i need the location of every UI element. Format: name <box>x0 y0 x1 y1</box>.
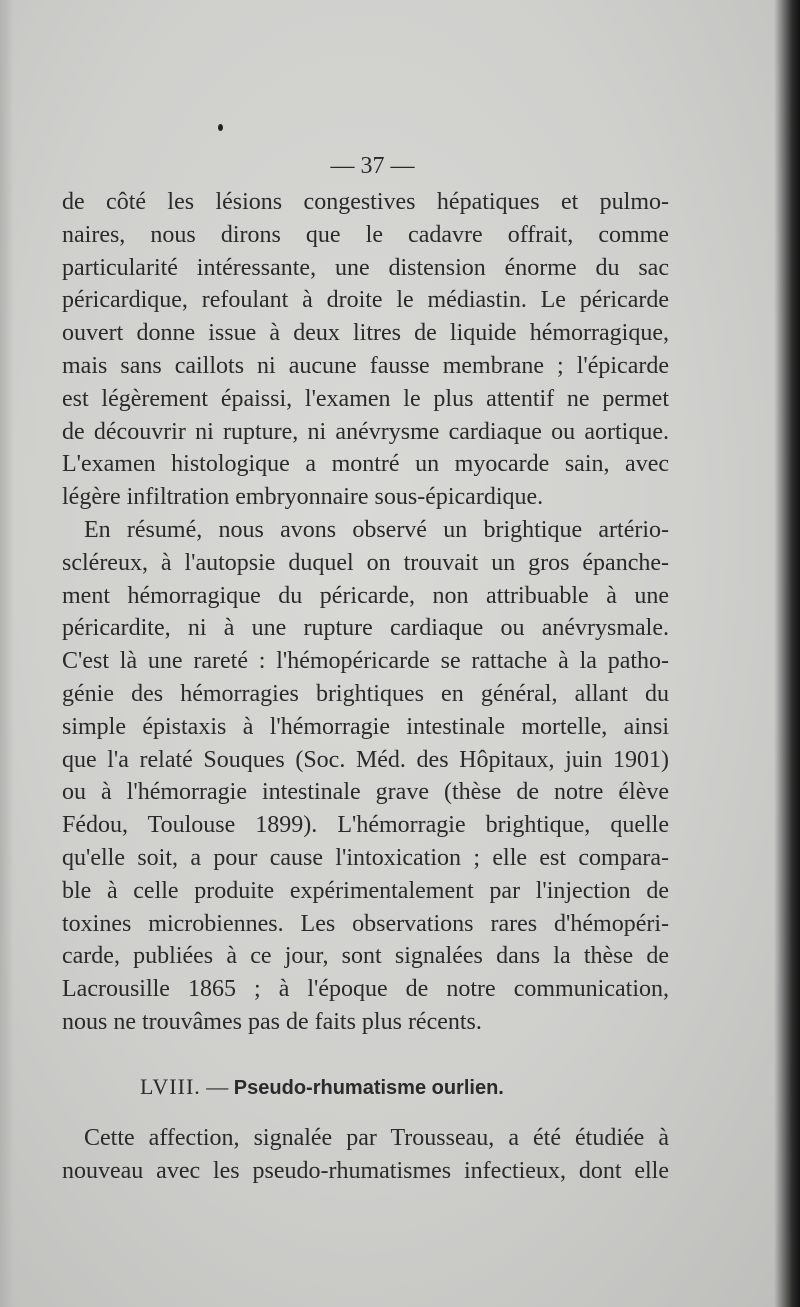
text-line: scléreux, à l'autopsie duquel on trouvait un gros épanche- <box>62 549 669 576</box>
page-number: — 37 — <box>330 153 415 179</box>
text-line: ble à celle produite expérimentalement par l'injection de <box>62 877 669 904</box>
text-line: légère infiltration embryonnaire sous-épicardique. <box>62 484 544 511</box>
text-line: est légèrement épaissi, l'examen le plus attentif ne permet <box>62 385 669 412</box>
text-line: ouvert donne issue à deux litres de liquide hémorragique, <box>62 320 669 347</box>
text-line: de découvrir ni rupture, ni anévrysme cardiaque ou aortique. <box>62 418 669 445</box>
text-line: simple épistaxis à l'hémorragie intestinale mortelle, ainsi <box>62 713 669 740</box>
text-line: naires, nous dirons que le cadavre offrait, comme <box>62 221 669 248</box>
section-title: Pseudo-rhumatisme ourlien. <box>233 1076 504 1099</box>
text-line: génie des hémorragies brightiques en général, allant du <box>62 680 669 707</box>
text-line: Fédou, Toulouse 1899). L'hémorragie brightique, quelle <box>62 812 669 839</box>
text-line: nouveau avec les pseudo-rhumatismes infectieux, dont elle <box>62 1157 669 1184</box>
page-shadow-right <box>774 0 800 1307</box>
text-line: ment hémorragique du péricarde, non attribuable à une <box>62 582 669 609</box>
text-line: ou à l'hémorragie intestinale grave (thèse de notre élève <box>62 779 669 806</box>
text-line: C'est là une rareté : l'hémopéricarde se rattache à la patho- <box>62 648 669 675</box>
text-line: Lacrousille 1865 ; à l'époque de notre communication, <box>62 976 669 1003</box>
text-line: que l'a relaté Souques (Soc. Méd. des Hôpitaux, juin 1901) <box>62 746 669 773</box>
section-dash: — <box>206 1073 229 1099</box>
paragraph-3 <box>62 1122 669 1188</box>
section-heading <box>62 1071 669 1104</box>
text-line: En résumé, nous avons observé un brightique artério- <box>84 516 669 543</box>
text-line: nous ne trouvâmes pas de faits plus récents. <box>62 1008 482 1035</box>
paragraph-1 <box>62 186 669 514</box>
page-shadow-left <box>0 0 14 1307</box>
text-line: qu'elle soit, a pour cause l'intoxication ; elle est compara- <box>62 844 669 871</box>
ink-spot <box>218 124 223 131</box>
text-line: péricardique, refoulant à droite le médiastin. Le péricarde <box>62 287 669 314</box>
text-line: mais sans caillots ni aucune fausse membrane ; l'épicarde <box>62 352 669 379</box>
text-line: L'examen histologique a montré un myocarde sain, avec <box>62 451 669 478</box>
text-line: toxines microbiennes. Les observations rares d'hémopéri- <box>62 910 669 937</box>
section-numeral: LVIII. <box>140 1073 201 1099</box>
text-line: Cette affection, signalée par Trousseau, a été étudiée à <box>84 1124 669 1151</box>
text-line: de côté les lésions congestives hépatiques et pulmo- <box>62 189 669 215</box>
text-line: particularité intéressante, une distension énorme du sac <box>62 254 669 281</box>
text-line: péricardite, ni à une rupture cardiaque ou anévrysmale. <box>62 615 669 642</box>
text-block <box>62 150 669 1187</box>
text-line: carde, publiées à ce jour, sont signalées dans la thèse de <box>62 943 669 970</box>
paragraph-2 <box>62 514 669 1039</box>
